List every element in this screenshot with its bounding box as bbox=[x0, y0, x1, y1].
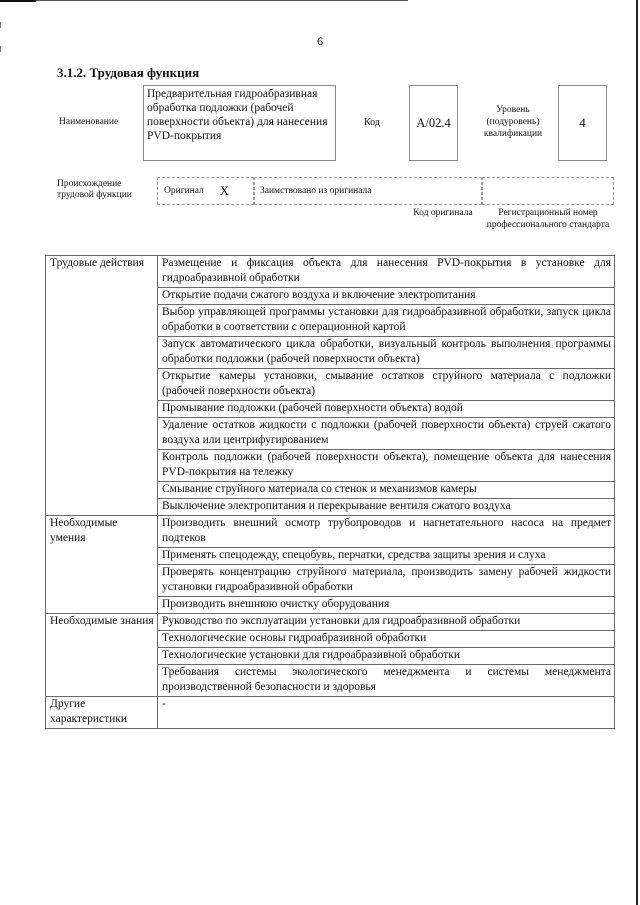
qualification-level-box: 4 bbox=[558, 85, 607, 161]
item-cell: Контроль подложки (рабочей поверхности объекта), помещение объекта для нанесения PVD-покрытия на тележку bbox=[158, 450, 615, 482]
category-cell: Необходимые умения bbox=[46, 516, 158, 614]
item-cell: Запуск автоматического цикла обработки, визуальный контроль выполнения программы обработки подложки (рабочей поверхности объекта) bbox=[158, 337, 615, 369]
scan-top-border-dark bbox=[0, 0, 36, 2]
table-row bbox=[46, 516, 615, 548]
origin-label: Происхождение трудовой функции bbox=[57, 179, 132, 200]
original-label: Оригинал bbox=[164, 186, 204, 196]
item-cell: Выключение электропитания и перекрывание вентиля сжатого воздуха bbox=[158, 499, 615, 516]
qualification-level-label: Уровень (подуровень) квалификации bbox=[483, 105, 543, 139]
table-row bbox=[46, 697, 615, 729]
code-value-box: A/02.4 bbox=[409, 85, 458, 161]
item-cell: Открытие подачи сжатого воздуха и включение электропитания bbox=[158, 288, 615, 305]
category-cell: Трудовые действия bbox=[46, 256, 158, 516]
item-cell: Проверять концентрацию струйного материала, производить замену рабочей жидкости установки гидроабразивной обработки bbox=[158, 565, 615, 597]
item-cell: Открытие камеры установки, смывание остатков струйного материала с подложки (рабочей поверхности объекта) bbox=[158, 369, 615, 401]
item-cell: Применять спецодежду, спецобувь, перчатки, средства защиты зрения и слуха bbox=[158, 548, 615, 565]
scan-edge-mark bbox=[0, 22, 1, 28]
item-cell: Производить внешний осмотр трубопроводов и нагнетательного насоса на предмет подтеков bbox=[158, 516, 615, 548]
item-cell: Смывание струйного материала со стенок и механизмов камеры bbox=[158, 482, 615, 499]
original-mark: X bbox=[219, 183, 229, 198]
scan-right-border bbox=[636, 0, 638, 905]
borrowed-box: Заимствовано из оригинала bbox=[254, 177, 482, 205]
category-cell: Другие характеристики bbox=[46, 697, 158, 729]
name-label: Наименование bbox=[59, 117, 119, 127]
registration-number-box bbox=[482, 177, 614, 205]
item-cell: Размещение и фиксация объекта для нанесения PVD-покрытия в установке для гидроабразивной обработки bbox=[158, 256, 615, 288]
section-title: 3.1.2. Трудовая функция bbox=[57, 65, 200, 80]
item-cell: Производить внешнюю очистку оборудования bbox=[158, 597, 615, 614]
registration-number-label: Регистрационный номер профессионального стандарта bbox=[486, 208, 610, 230]
scan-top-border bbox=[0, 0, 408, 1]
item-cell: Технологические основы гидроабразивной обработки bbox=[158, 631, 615, 648]
item-cell: Удаление остатков жидкости с подложки (рабочей поверхности объекта) струей сжатого воздуха или центрифугированием bbox=[158, 418, 615, 450]
original-code-label: Код оригинала bbox=[413, 208, 473, 218]
table-row bbox=[46, 256, 615, 288]
name-value-box: Предварительная гидроабразивная обработка подложки (рабочей поверхности объекта) для нанесения PVD-покрытия bbox=[143, 85, 336, 161]
original-box bbox=[157, 177, 254, 205]
page-number: 6 bbox=[317, 34, 323, 48]
item-cell: - bbox=[158, 697, 615, 729]
item-cell: Выбор управляющей программы установки для гидроабразивной обработки, запуск цикла обработки в соответствии с операционной картой bbox=[158, 305, 615, 337]
item-cell: Руководство по эксплуатации установки для гидроабразивной обработки bbox=[158, 614, 615, 631]
item-cell: Технологические установки для гидроабразивной обработки bbox=[158, 648, 615, 665]
item-cell: Требования системы экологического менеджмента и системы менеджмента производственной безопасности и здоровья bbox=[158, 665, 615, 697]
code-label: Код bbox=[364, 117, 380, 128]
labor-function-table bbox=[45, 255, 615, 729]
item-cell: Промывание подложки (рабочей поверхности объекта) водой bbox=[158, 401, 615, 418]
category-cell: Необходимые знания bbox=[46, 614, 158, 697]
table-row bbox=[46, 614, 615, 631]
